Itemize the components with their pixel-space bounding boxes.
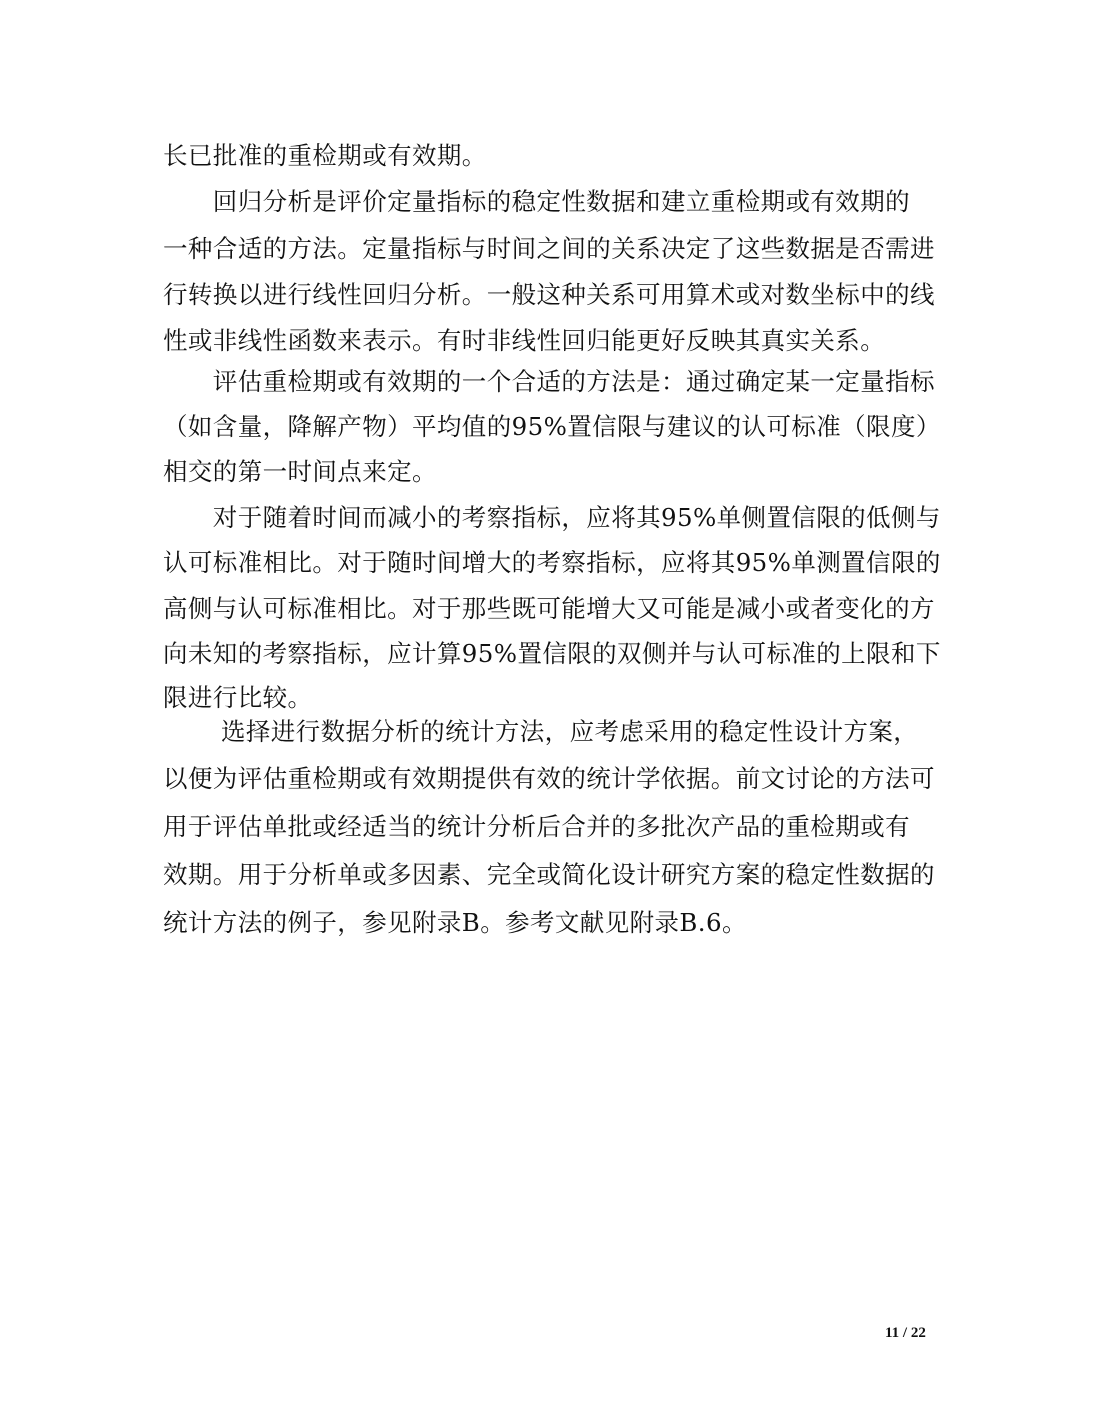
- text-line: 评估重检期或有效期的一个合适的方法是：通过确定某一定量指标: [163, 367, 935, 396]
- text-line: 高侧与认可标准相比。对于那些既可能增大又可能是减小或者变化的方: [163, 594, 935, 623]
- text-line: 认可标准相比。对于随时间增大的考察指标，应将其95%单测置信限的: [163, 548, 941, 577]
- text-line: （如含量，降解产物）平均值的95%置信限与建议的认可标准（限度）: [163, 412, 941, 441]
- text-line: 选择进行数据分析的统计方法，应考虑采用的稳定性设计方案，: [163, 717, 919, 746]
- text-line: 用于评估单批或经适当的统计分析后合并的多批次产品的重检期或有: [163, 812, 910, 841]
- text-line: 一种合适的方法。定量指标与时间之间的关系决定了这些数据是否需进: [163, 234, 935, 263]
- text-line: 效期。用于分析单或多因素、完全或简化设计研究方案的稳定性数据的: [163, 860, 935, 889]
- text-line: 限进行比较。: [163, 683, 313, 712]
- text-line: 性或非线性函数来表示。有时非线性回归能更好反映其真实关系。: [163, 326, 886, 355]
- text-line: 对于随着时间而减小的考察指标，应将其95%单侧置信限的低侧与: [163, 503, 941, 532]
- text-line: 向未知的考察指标，应计算95%置信限的双侧并与认可标准的上限和下: [163, 639, 941, 668]
- text-line: 以便为评估重检期或有效期提供有效的统计学依据。前文讨论的方法可: [163, 764, 935, 793]
- text-line: 回归分析是评价定量指标的稳定性数据和建立重检期或有效期的: [163, 187, 910, 216]
- text-line: 行转换以进行线性回归分析。一般这种关系可用算术或对数坐标中的线: [163, 280, 935, 309]
- text-line: 统计方法的例子，参见附录B。参考文献见附录B.6。: [163, 908, 747, 937]
- page-number: 11 / 22: [885, 1325, 926, 1341]
- text-line: 相交的第一时间点来定。: [163, 457, 437, 486]
- text-line: 长已批准的重检期或有效期。: [163, 141, 487, 170]
